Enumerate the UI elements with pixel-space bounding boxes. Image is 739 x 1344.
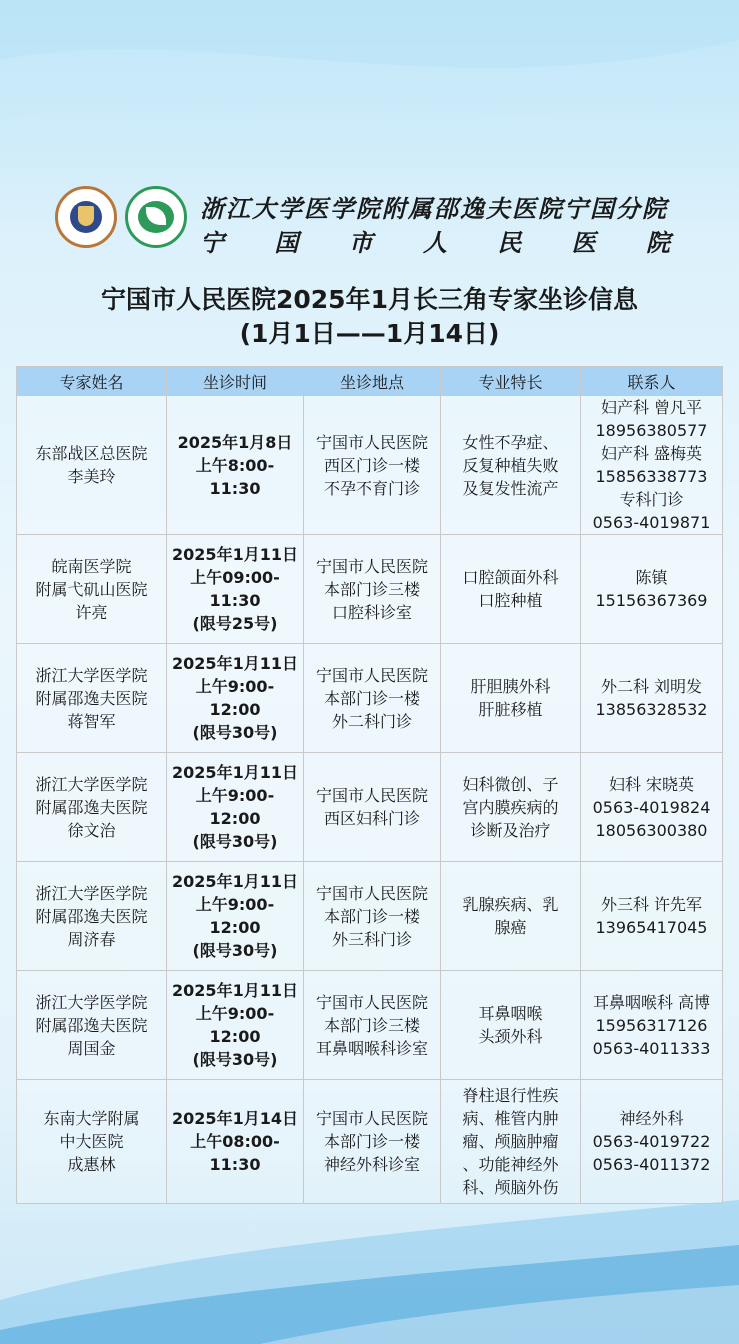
expert-name-cell: 皖南医学院 附属弋矶山医院 许亮 xyxy=(17,535,167,644)
expert-name-cell: 浙江大学医学院 附属邵逸夫医院 徐文治 xyxy=(17,753,167,862)
table-row xyxy=(17,862,723,971)
column-header: 联系人 xyxy=(581,367,723,396)
contact-cell: 妇产科 曾凡平 18956380577 妇产科 盛梅英 15856338773 专科门诊 0563-4019871 xyxy=(581,396,723,535)
schedule-time-cell: 2025年1月11日 上午9:00-12:00 (限号30号) xyxy=(167,862,304,971)
column-header: 坐诊时间 xyxy=(167,367,304,396)
schedule-time-cell: 2025年1月11日 上午9:00-12:00 (限号30号) xyxy=(167,753,304,862)
expert-name-cell: 浙江大学医学院 附属邵逸夫医院 蒋智军 xyxy=(17,644,167,753)
location-cell: 宁国市人民医院 本部门诊一楼 神经外科诊室 xyxy=(304,1080,441,1204)
location-cell: 宁国市人民医院 本部门诊一楼 外三科门诊 xyxy=(304,862,441,971)
expert-name-cell: 浙江大学医学院 附属邵逸夫医院 周济春 xyxy=(17,862,167,971)
location-cell: 宁国市人民医院 本部门诊三楼 口腔科诊室 xyxy=(304,535,441,644)
specialty-cell: 口腔颌面外科 口腔种植 xyxy=(441,535,581,644)
expert-name-cell: 浙江大学医学院 附属邵逸夫医院 周国金 xyxy=(17,971,167,1080)
table-row xyxy=(17,753,723,862)
table-row xyxy=(17,971,723,1080)
table-row xyxy=(17,1080,723,1204)
contact-cell: 外二科 刘明发 13856328532 xyxy=(581,644,723,753)
column-header: 专家姓名 xyxy=(17,367,167,396)
specialty-cell: 肝胆胰外科 肝脏移植 xyxy=(441,644,581,753)
contact-cell: 陈镇 15156367369 xyxy=(581,535,723,644)
hospital-name-line1: 浙江大学医学院附属邵逸夫医院宁国分院 xyxy=(200,194,668,223)
location-cell: 宁国市人民医院 西区妇科门诊 xyxy=(304,753,441,862)
table-header-row xyxy=(17,367,723,396)
hospital-header xyxy=(0,183,739,255)
column-header: 专业特长 xyxy=(441,367,581,396)
background-wave-top xyxy=(0,0,739,180)
location-cell: 宁国市人民医院 本部门诊一楼 外二科门诊 xyxy=(304,644,441,753)
schedule-time-cell: 2025年1月11日 上午9:00-12:00 (限号30号) xyxy=(167,644,304,753)
expert-schedule-table xyxy=(16,366,723,1204)
schedule-time-cell: 2025年1月11日 上午9:00-12:00 (限号30号) xyxy=(167,971,304,1080)
table-row xyxy=(17,535,723,644)
location-cell: 宁国市人民医院 西区门诊一楼 不孕不育门诊 xyxy=(304,396,441,535)
zju-medicine-logo-icon xyxy=(55,186,117,248)
specialty-cell: 乳腺疾病、乳 腺癌 xyxy=(441,862,581,971)
page-title: 宁国市人民医院2025年1月长三角专家坐诊信息 xyxy=(101,285,638,314)
contact-cell: 外三科 许先军 13965417045 xyxy=(581,862,723,971)
table-row xyxy=(17,644,723,753)
specialty-cell: 耳鼻咽喉 头颈外科 xyxy=(441,971,581,1080)
schedule-time-cell: 2025年1月11日 上午09:00-11:30 (限号25号) xyxy=(167,535,304,644)
expert-name-cell: 东南大学附属 中大医院 成惠林 xyxy=(17,1080,167,1204)
table-row xyxy=(17,396,723,535)
specialty-cell: 脊柱退行性疾 病、椎管内肿 瘤、颅脑肿瘤 、功能神经外 科、颅脑外伤 xyxy=(441,1080,581,1204)
expert-name-cell: 东部战区总医院 李美玲 xyxy=(17,396,167,535)
background-wave-bottom xyxy=(0,1190,739,1344)
specialty-cell: 妇科微创、子 宫内膜疾病的 诊断及治疗 xyxy=(441,753,581,862)
page-subtitle-date-range: (1月1日——1月14日) xyxy=(239,319,500,348)
schedule-time-cell: 2025年1月14日 上午08:00-11:30 xyxy=(167,1080,304,1204)
schedule-time-cell: 2025年1月8日 上午8:00-11:30 xyxy=(167,396,304,535)
contact-cell: 妇科 宋晓英 0563-4019824 18056300380 xyxy=(581,753,723,862)
specialty-cell: 女性不孕症、 反复种植失败 及复发性流产 xyxy=(441,396,581,535)
ningguo-hospital-logo-icon xyxy=(125,186,187,248)
contact-cell: 神经外科 0563-4019722 0563-4011372 xyxy=(581,1080,723,1204)
location-cell: 宁国市人民医院 本部门诊三楼 耳鼻咽喉科诊室 xyxy=(304,971,441,1080)
contact-cell: 耳鼻咽喉科 高博 15956317126 0563-4011333 xyxy=(581,971,723,1080)
column-header: 坐诊地点 xyxy=(304,367,441,396)
hospital-name-line2: 宁 国 市 人 民 医 院 xyxy=(200,228,670,257)
